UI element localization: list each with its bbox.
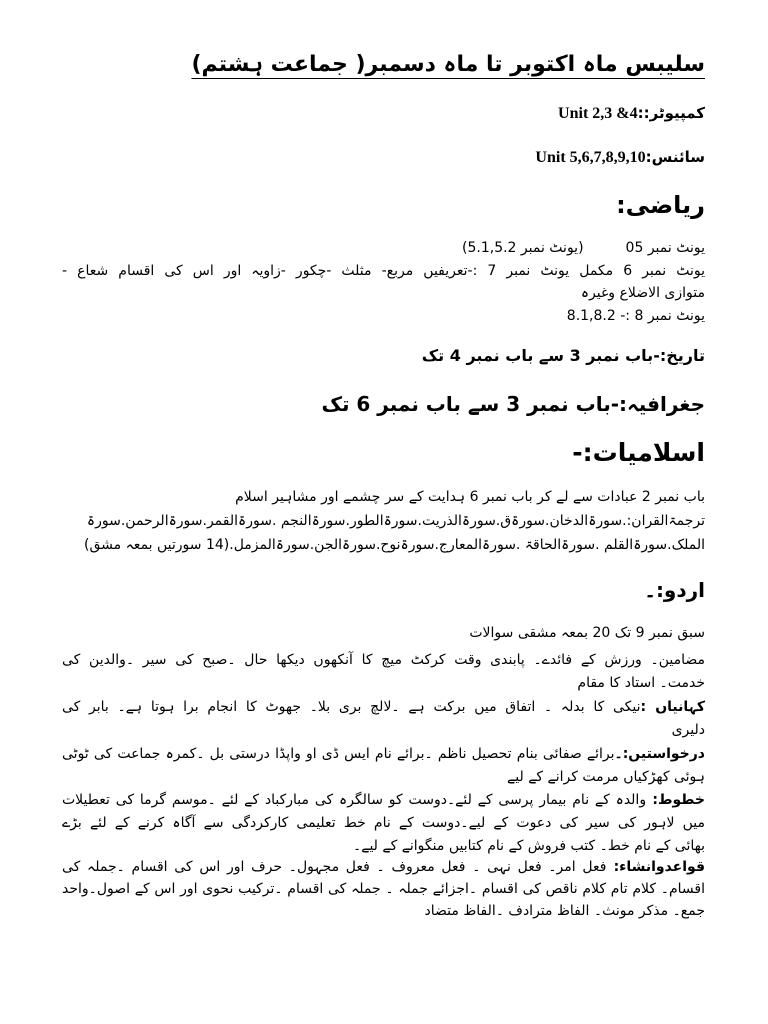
science-label: سائنس:	[645, 148, 705, 166]
islamiat-translation-line-2: الملک.سورۃالقلم .سورۃالحاقۃ .سورۃالمعارج.سورۃنوح.سورۃالجن.سورۃالمزمل.(14 سورتیں بمعہ مشق)	[84, 537, 705, 553]
urdu-lessons-line: سبق نمبر 9 تک 20 بمعہ مشقی سوالات	[469, 625, 705, 641]
history-line: تاریخ:-باب نمبر 3 سے باب نمبر 4 تک	[421, 346, 705, 365]
urdu-stories-label: کہانیاں :	[640, 699, 705, 715]
computer-label: کمپیوٹر::	[637, 104, 705, 122]
urdu-letters-text: والدہ کے نام بیمار پرسی کے لئے۔دوست کو سالگرہ کی مبارکباد کے لئے ۔موسم گرما کی تعطیلات	[62, 792, 647, 808]
urdu-grammar-label: قواعدوانشاء:	[606, 859, 705, 875]
math-unit6-7-line: یونٹ نمبر 6 مکمل یونٹ نمبر 7 :-تعریفیں مربع- مثلث -چکور -زاویہ اور اس کی اقسام شعاع -	[62, 263, 705, 279]
urdu-letters-label: خطوط:	[646, 792, 705, 808]
islamiat-heading: اسلامیات:-	[572, 438, 705, 467]
math-unit8-line: یونٹ نمبر 8 :- 8.1,8.2	[566, 308, 705, 324]
urdu-applications-text: برائے صفائی بنام تحصیل ناظم ۔برائے نام ایس ڈی او واپڈا درستی بل ۔کمرہ جماعت کی ٹوٹی	[62, 746, 615, 762]
islamiat-chapters-line: باب نمبر 2 عبادات سے لے کر باب نمبر 6 ہدایت کے سر چشمے اور مشاہیر اسلام	[235, 489, 705, 505]
urdu-heading: اردو:۔	[644, 578, 705, 602]
urdu-letters-line-3: بھائی کے نام خط۔ کتب فروش کے نام کتابیں منگوانے کے لیے۔	[353, 838, 705, 854]
math-unit5-sub: (یونٹ نمبر 5.1,5.2)	[462, 240, 584, 256]
urdu-grammar-line-3: جمع۔ مذکر مونث۔ الفاظ مترادف ۔الفاظ متضاد	[424, 903, 705, 919]
math-unit6-7-continued: متوازی الاضلاع وغیرہ	[580, 285, 705, 301]
math-unit5-line	[62, 238, 705, 258]
islamiat-translation-line-1: ترجمۃالقران:.سورۃالدخان.سورۃق.سورۃالذریت.سورۃالطور.سورۃالنجم .سورۃالقمر.سورۃالرحمن.سورۃ	[86, 513, 705, 529]
math-unit5: یونٹ نمبر 05	[625, 240, 705, 256]
urdu-applications-line-1	[62, 744, 705, 764]
urdu-applications-line-2: ہوئی کھڑکیاں مرمت کرانے کے لیے	[507, 769, 705, 785]
science-line	[62, 146, 705, 169]
urdu-essays-line-1: مضامین۔ ورزش کے فائدے۔ پابندی وقت کرکٹ میچ کا آنکھوں دیکھا حال ۔صبح کی سیر ۔والدین کی	[62, 652, 705, 668]
page-title-text: سلیبس ماہ اکتوبر تا ماہ دسمبر( جماعت ہشتم)	[191, 52, 705, 77]
urdu-grammar-line-2: اقسام۔ کلام تام کلام ناقص کی اقسام ۔اجزائے جملہ ۔ جملہ کی اقسام ۔ترکیب نحوی اور اس کے اصول۔واحد	[62, 881, 705, 897]
urdu-applications-label: درخواستیں:۔	[614, 746, 705, 762]
computer-units: Unit 2,3 &4	[558, 105, 638, 122]
math-heading: ریاضی:	[616, 191, 705, 219]
page-title	[62, 48, 705, 82]
urdu-essays-line-2: خدمت۔ استاد کا مقام	[577, 675, 705, 691]
urdu-letters-line-2: میں لاہور کی سیر کی دعوت کے لیے۔دوست کے نام خط تعلیمی کارکردگی سے آگاہ کرنے کے لئے بڑے	[62, 815, 705, 831]
urdu-stories-line-2: دلیری	[671, 722, 705, 738]
urdu-grammar-line-1	[62, 857, 705, 877]
urdu-grammar-text: فعل امر۔ فعل نہی ۔ فعل معروف ۔ فعل مجہول۔ حرف اور اس کی اقسام ۔جملہ کی	[62, 859, 607, 875]
urdu-stories-line-1	[62, 697, 705, 717]
urdu-letters-line-1	[62, 790, 705, 810]
computer-line	[62, 102, 705, 125]
science-units: Unit 5,6,7,8,9,10	[535, 149, 646, 166]
urdu-stories-text: نیکی کا بدلہ ۔ اتفاق میں برکت ہے ۔لالچ بری بلا۔ جھوٹ کا انجام برا ہوتا ہے۔ بابر کی	[62, 699, 641, 715]
geography-line: جغرافیہ:-باب نمبر 3 سے باب نمبر 6 تک	[321, 392, 705, 416]
